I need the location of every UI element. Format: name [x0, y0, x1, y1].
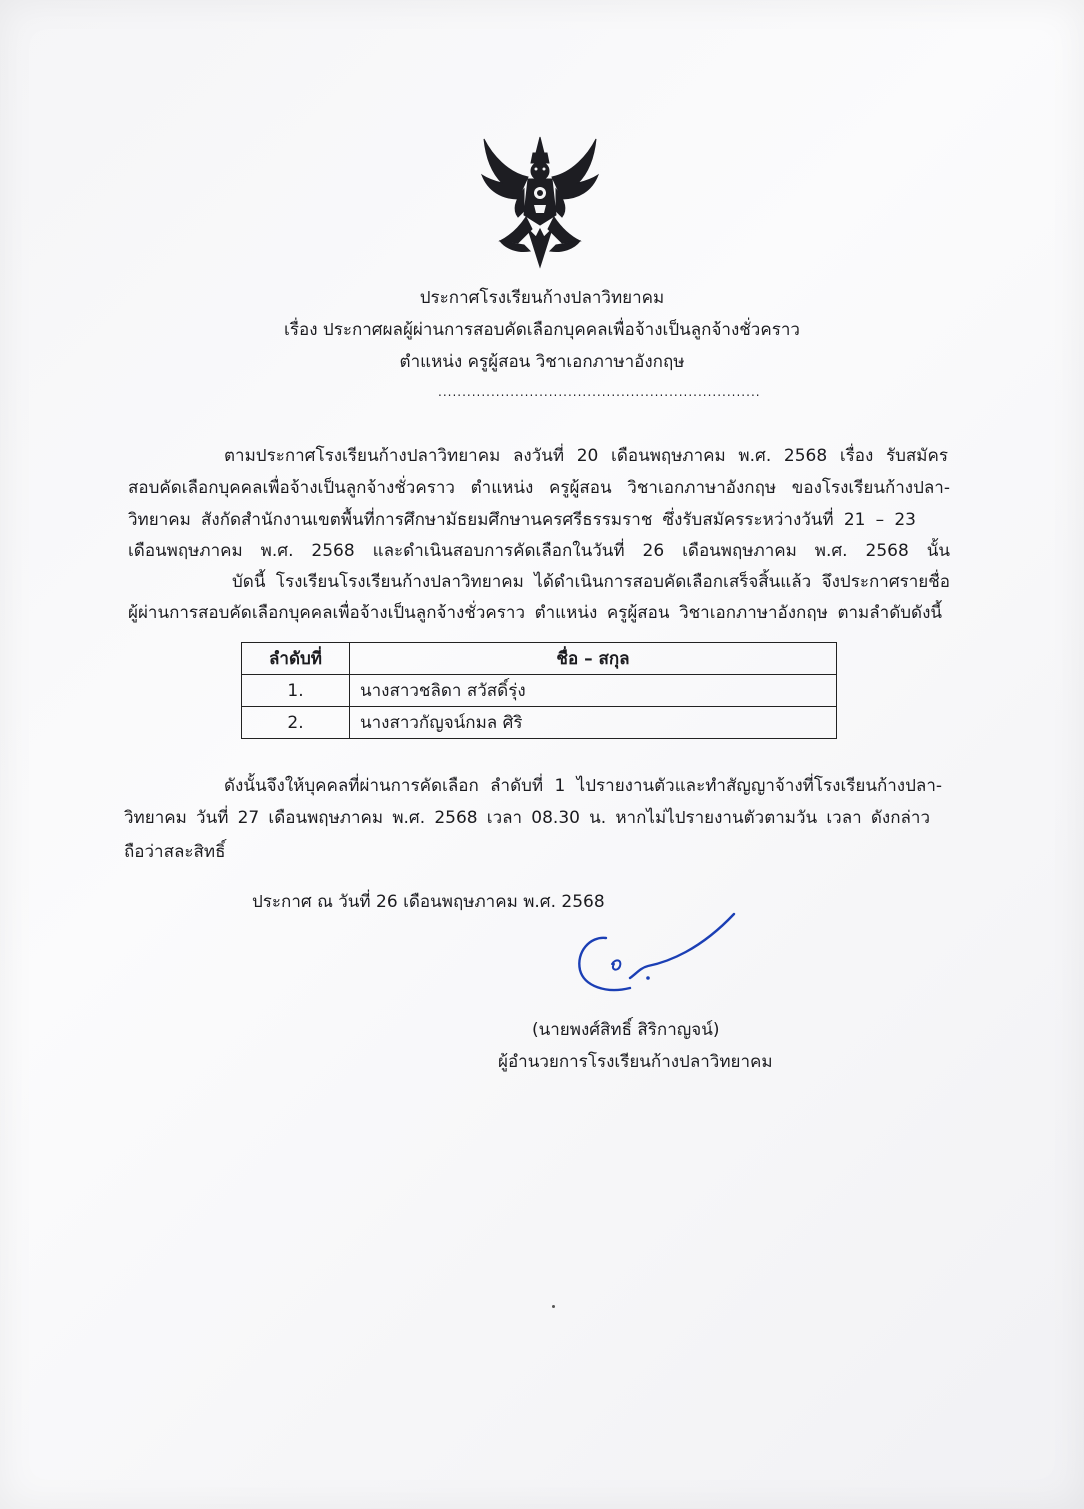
closing-line-1: ดังนั้นจึงให้บุคคลที่ผ่านการคัดเลือก ลำดับที่ 1 ไปรายงานตัวและทำสัญญาจ้างที่โรงเรียนก้างปลา-	[224, 776, 942, 796]
signatory-position: ผู้อำนวยการโรงเรียนก้างปลาวิทยาคม	[498, 1052, 773, 1072]
row-name: นางสาวชลิดา สวัสดิ์รุ่ง	[350, 675, 837, 707]
paragraph-1-line-1: ตามประกาศโรงเรียนก้างปลาวิทยาคม ลงวันที่ 20 เดือนพฤษภาคม พ.ศ. 2568 เรื่อง รับสมัคร	[224, 446, 948, 466]
row-order: 2.	[242, 707, 350, 739]
paragraph-1-line-2: สอบคัดเลือกบุคคลเพื่อจ้างเป็นลูกจ้างชั่วคราว ตำแหน่ง ครูผู้สอน วิชาเอกภาษาอังกฤษ ของโรงเรียนก้างปลา-	[128, 478, 950, 498]
paragraph-2-line-2: ผู้ผ่านการสอบคัดเลือกบุคคลเพื่อจ้างเป็นลูกจ้างชั่วคราว ตำแหน่ง ครูผู้สอน วิชาเอกภาษาอังกฤษ ตามลำดับดังนี้	[128, 603, 942, 623]
announcement-position: ตำแหน่ง ครูผู้สอน วิชาเอกภาษาอังกฤษ	[399, 352, 685, 372]
signature-icon	[570, 908, 740, 1008]
announcement-subject: เรื่อง ประกาศผลผู้ผ่านการสอบคัดเลือกบุคคลเพื่อจ้างเป็นลูกจ้างชั่วคราว	[284, 320, 800, 340]
header-name: ชื่อ – สกุล	[350, 643, 837, 675]
announce-date: ประกาศ ณ วันที่ 26 เดือนพฤษภาคม พ.ศ. 2568	[252, 892, 605, 912]
table-row	[242, 675, 837, 707]
results-table	[241, 642, 837, 739]
row-order: 1.	[242, 675, 350, 707]
closing-line-3: ถือว่าสละสิทธิ์	[124, 842, 226, 862]
table-row	[242, 707, 837, 739]
paragraph-1-line-4: เดือนพฤษภาคม พ.ศ. 2568 และดำเนินสอบการคัดเลือกในวันที่ 26 เดือนพฤษภาคม พ.ศ. 2568 นั้น	[128, 541, 950, 561]
table-header-row	[242, 643, 837, 675]
announcement-title: ประกาศโรงเรียนก้างปลาวิทยาคม	[419, 288, 665, 308]
row-name: นางสาวกัญจน์กมล ศิริ	[350, 707, 837, 739]
paragraph-2-line-1: บัดนี้ โรงเรียนโรงเรียนก้างปลาวิทยาคม ได้ดำเนินการสอบคัดเลือกเสร็จสิ้นแล้ว จึงประกาศรายชื่อ	[232, 572, 950, 592]
signatory-name: (นายพงศ์สิทธิ์ สิริกาญจน์)	[532, 1020, 720, 1040]
paragraph-1-line-3: วิทยาคม สังกัดสำนักงานเขตพื้นที่การศึกษามัธยมศึกษานครศรีธรรมราช ซึ่งรับสมัครระหว่างวันที่ 21 – 23	[128, 510, 916, 530]
header-order: ลำดับที่	[242, 643, 350, 675]
header-divider: ...................................................................	[438, 385, 761, 399]
paper-speck	[552, 1305, 555, 1308]
closing-line-2: วิทยาคม วันที่ 27 เดือนพฤษภาคม พ.ศ. 2568 เวลา 08.30 น. หากไม่ไปรายงานตัวตามวัน เวลา ดังกล่าว	[124, 808, 930, 828]
garuda-emblem-icon	[478, 133, 602, 271]
